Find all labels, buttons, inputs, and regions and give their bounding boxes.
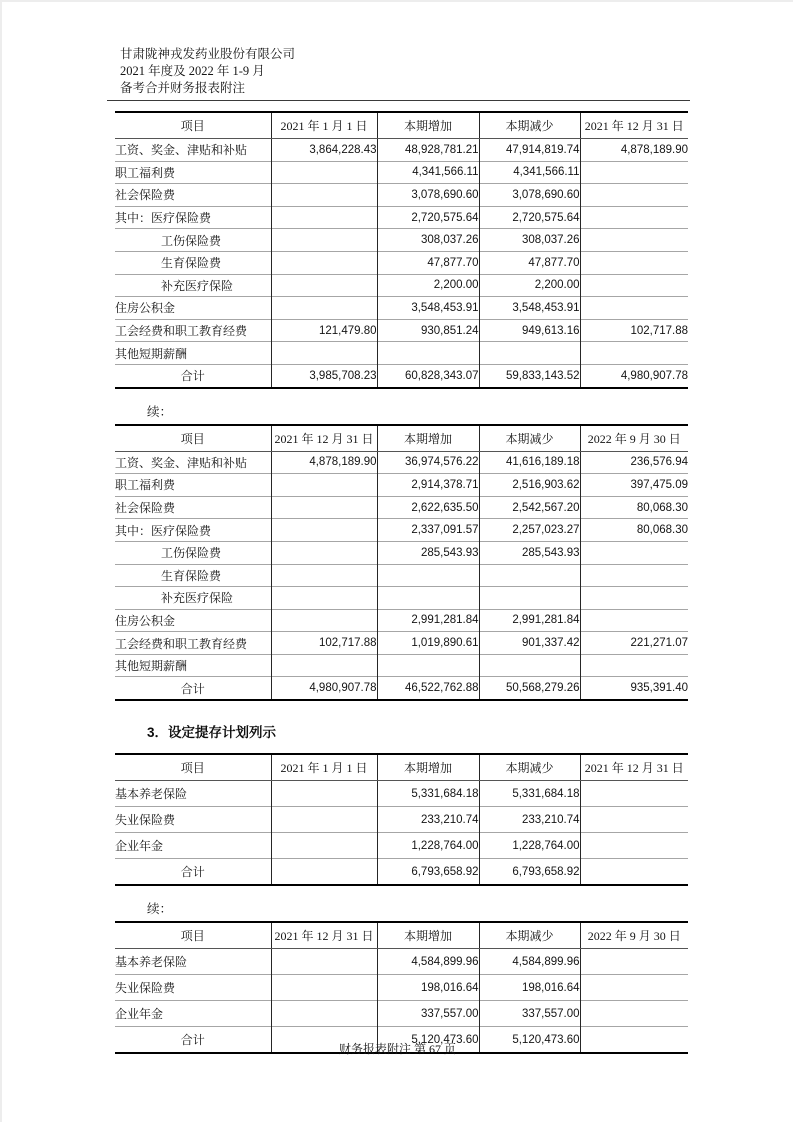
row-label: 住房公积金 (115, 609, 271, 632)
table-row (115, 274, 688, 297)
cell-value: 3,548,453.91 (479, 297, 580, 320)
cell-value: 949,613.16 (479, 319, 580, 342)
cell-value: 3,864,228.43 (271, 139, 377, 162)
row-label: 生育保险费 (115, 564, 271, 587)
cell-value (271, 541, 377, 564)
cell-value: 2,720,575.64 (479, 206, 580, 229)
header-row (115, 754, 688, 781)
table-row (115, 474, 688, 497)
cell-value (580, 251, 688, 274)
row-label: 基本养老保险 (115, 955, 188, 970)
row-label: 补充医疗保险 (115, 587, 271, 610)
table-row (115, 319, 688, 342)
cell-value: 102,717.88 (580, 319, 688, 342)
cell-value (580, 274, 688, 297)
column-header: 本期增加 (377, 112, 479, 139)
row-label: 其他短期薪酬 (115, 342, 271, 365)
cell-value (271, 949, 377, 975)
cell-value (271, 654, 377, 677)
section-heading: 3．设定提存计划列示 (147, 725, 277, 741)
cell-value: 80,068.30 (580, 496, 688, 519)
cell-value (271, 251, 377, 274)
cell-value (580, 949, 688, 975)
cell-value (271, 609, 377, 632)
cell-value: 2,200.00 (479, 274, 580, 297)
row-label: 工资、奖金、津贴和补贴 (115, 455, 248, 470)
header-row (115, 425, 688, 452)
cell-value: 3,548,453.91 (377, 297, 479, 320)
table-row (115, 364, 688, 387)
table-row (115, 161, 688, 184)
row-label: 工会经费和职工教育经费 (115, 319, 271, 342)
cell-value: 2,516,903.62 (479, 474, 580, 497)
cell-value: 102,717.88 (271, 632, 377, 655)
cell-value (580, 161, 688, 184)
cell-value (580, 1001, 688, 1027)
cell-value: 2,337,091.57 (377, 519, 479, 542)
cell-value: 5,120,473.60 (377, 1027, 479, 1054)
cell-value: 1,228,764.00 (377, 833, 479, 859)
row-label: 合计 (115, 859, 271, 886)
cell-value: 1,228,764.00 (479, 833, 580, 859)
cell-value: 2,200.00 (377, 274, 479, 297)
cell-value (271, 274, 377, 297)
cell-value: 80,068.30 (580, 519, 688, 542)
cell-value: 2,257,023.27 (479, 519, 580, 542)
row-label: 社会保险费 (115, 184, 271, 207)
column-header: 2022 年 9 月 30 日 (580, 922, 688, 949)
cell-value (271, 975, 377, 1001)
cell-value: 60,828,343.07 (377, 364, 479, 387)
cell-value (580, 229, 688, 252)
row-label: 失业保险费 (115, 807, 271, 833)
cell-value (479, 654, 580, 677)
row-label: 工伤保险费 (115, 541, 271, 564)
cell-value (479, 342, 580, 365)
table-row (115, 677, 688, 700)
cell-value (271, 161, 377, 184)
cell-value: 5,331,684.18 (377, 781, 479, 807)
cell-value (271, 297, 377, 320)
defined-contribution-table-2021 (115, 753, 688, 886)
table-row (115, 229, 688, 252)
cell-value: 4,584,899.96 (479, 949, 580, 975)
row-label: 其他短期薪酬 (115, 654, 271, 677)
cell-value: 48,928,781.21 (377, 139, 479, 162)
column-header: 2021 年 1 月 1 日 (271, 112, 377, 139)
cell-value: 3,985,708.23 (271, 364, 377, 387)
column-header: 2021 年 12 月 31 日 (580, 754, 688, 781)
table-row (115, 1001, 688, 1027)
cell-value: 236,576.94 (580, 451, 688, 474)
row-label: 社会保险费 (115, 496, 271, 519)
row-label: 其中：医疗保险费 (115, 206, 271, 229)
cell-value: 233,210.74 (377, 807, 479, 833)
row-label: 工资、奖金、津贴和补贴 (115, 143, 248, 158)
cell-value: 4,878,189.90 (271, 451, 377, 474)
page-footer: 财务报表附注 第 67 页 (338, 1042, 456, 1056)
table-row (115, 654, 688, 677)
row-label: 基本养老保险 (115, 787, 188, 802)
cell-value: 36,974,576.22 (377, 451, 479, 474)
row-label: 企业年金 (115, 833, 271, 859)
cell-value: 4,584,899.96 (377, 949, 479, 975)
cell-value: 6,793,658.92 (479, 859, 580, 886)
cell-value: 337,557.00 (479, 1001, 580, 1027)
cell-value: 3,078,690.60 (479, 184, 580, 207)
row-label: 合计 (115, 1027, 271, 1054)
cell-value: 198,016.64 (479, 975, 580, 1001)
cell-value: 2,991,281.84 (377, 609, 479, 632)
row-label: 住房公积金 (115, 297, 271, 320)
column-header: 2021 年 12 月 31 日 (580, 112, 688, 139)
cell-value: 308,037.26 (377, 229, 479, 252)
cell-value: 285,543.93 (377, 541, 479, 564)
row-label: 工伤保险费 (115, 229, 271, 252)
cell-value (580, 781, 688, 807)
table-row (115, 975, 688, 1001)
cell-value: 221,271.07 (580, 632, 688, 655)
cell-value (580, 184, 688, 207)
column-header: 2022 年 9 月 30 日 (580, 425, 688, 452)
cell-value: 308,037.26 (479, 229, 580, 252)
column-header: 本期减少 (479, 754, 580, 781)
cell-value (580, 833, 688, 859)
row-label: 生育保险费 (115, 251, 271, 274)
row-label: 合计 (115, 677, 271, 700)
table-row (115, 587, 688, 610)
table-row (115, 564, 688, 587)
table-row (115, 807, 688, 833)
cell-value: 2,914,378.71 (377, 474, 479, 497)
cell-value: 5,331,684.18 (479, 781, 580, 807)
cell-value (479, 564, 580, 587)
cell-value: 397,475.09 (580, 474, 688, 497)
cell-value (580, 587, 688, 610)
cell-value (377, 342, 479, 365)
cell-value: 2,720,575.64 (377, 206, 479, 229)
cell-value (271, 474, 377, 497)
table-row (115, 519, 688, 542)
cell-value (580, 541, 688, 564)
cell-value (580, 807, 688, 833)
short-term-compensation-table-2022 (115, 424, 688, 702)
table-row (115, 949, 688, 975)
cell-value: 47,914,819.74 (479, 139, 580, 162)
table-row (115, 251, 688, 274)
cell-value (271, 587, 377, 610)
cell-value: 47,877.70 (479, 251, 580, 274)
table-row (115, 184, 688, 207)
cell-value (580, 654, 688, 677)
cell-value: 285,543.93 (479, 541, 580, 564)
cell-value: 4,341,566.11 (377, 161, 479, 184)
column-header: 本期减少 (479, 112, 580, 139)
row-label: 合计 (115, 364, 271, 387)
cell-value: 233,210.74 (479, 807, 580, 833)
cell-value (271, 342, 377, 365)
cell-value: 930,851.24 (377, 319, 479, 342)
cell-value: 1,019,890.61 (377, 632, 479, 655)
cell-value: 59,833,143.52 (479, 364, 580, 387)
report-period: 2021 年度及 2022 年 1-9 月 (120, 64, 265, 78)
table-row (115, 541, 688, 564)
cell-value: 198,016.64 (377, 975, 479, 1001)
table-row (115, 609, 688, 632)
continued-label: 续： (147, 404, 173, 419)
cell-value: 4,341,566.11 (479, 161, 580, 184)
column-header: 本期减少 (479, 922, 580, 949)
table-row (115, 342, 688, 365)
cell-value (580, 342, 688, 365)
cell-value: 2,622,635.50 (377, 496, 479, 519)
cell-value: 5,120,473.60 (479, 1027, 580, 1054)
cell-value (271, 833, 377, 859)
table-row (115, 632, 688, 655)
cell-value (271, 184, 377, 207)
table-row (115, 833, 688, 859)
row-label: 企业年金 (115, 1001, 271, 1027)
defined-contribution-table-2022 (115, 921, 688, 1054)
page-content (115, 101, 688, 1054)
column-header: 本期减少 (479, 425, 580, 452)
header-row (115, 112, 688, 139)
company-name: 甘肃陇神戎发药业股份有限公司 (120, 47, 296, 61)
cell-value: 50,568,279.26 (479, 677, 580, 700)
cell-value: 3,078,690.60 (377, 184, 479, 207)
table-row (115, 496, 688, 519)
cell-value: 2,991,281.84 (479, 609, 580, 632)
short-term-compensation-table-2021 (115, 111, 688, 389)
row-label: 职工福利费 (115, 161, 271, 184)
cell-value: 4,980,907.78 (271, 677, 377, 700)
cell-value (271, 206, 377, 229)
cell-value (580, 297, 688, 320)
cell-value (580, 206, 688, 229)
cell-value (377, 564, 479, 587)
column-header: 2021 年 1 月 1 日 (271, 754, 377, 781)
column-header: 项目 (115, 922, 271, 949)
cell-value (580, 564, 688, 587)
cell-value: 6,793,658.92 (377, 859, 479, 886)
cell-value: 2,542,567.20 (479, 496, 580, 519)
row-label: 其中：医疗保险费 (115, 519, 271, 542)
table-row (115, 139, 688, 162)
cell-value (271, 564, 377, 587)
table-row (115, 206, 688, 229)
cell-value (377, 587, 479, 610)
cell-value: 121,479.80 (271, 319, 377, 342)
cell-value (580, 975, 688, 1001)
table-row (115, 859, 688, 886)
table-row (115, 781, 688, 807)
cell-value: 935,391.40 (580, 677, 688, 700)
cell-value (271, 859, 377, 886)
column-header: 本期增加 (377, 754, 479, 781)
column-header: 2021 年 12 月 31 日 (271, 425, 377, 452)
row-label: 补充医疗保险 (115, 274, 271, 297)
cell-value (271, 519, 377, 542)
cell-value (271, 229, 377, 252)
cell-value: 4,878,189.90 (580, 139, 688, 162)
cell-value (580, 859, 688, 886)
document-header (120, 46, 793, 97)
header-row (115, 922, 688, 949)
cell-value (271, 1001, 377, 1027)
cell-value: 41,616,189.18 (479, 451, 580, 474)
document-title: 备考合并财务报表附注 (120, 81, 246, 95)
table-row (115, 297, 688, 320)
cell-value (271, 807, 377, 833)
column-header: 2021 年 12 月 31 日 (271, 922, 377, 949)
row-label: 失业保险费 (115, 975, 271, 1001)
cell-value: 337,557.00 (377, 1001, 479, 1027)
row-label: 职工福利费 (115, 474, 271, 497)
column-header: 项目 (115, 112, 271, 139)
cell-value: 901,337.42 (479, 632, 580, 655)
cell-value: 4,980,907.78 (580, 364, 688, 387)
cell-value (271, 781, 377, 807)
column-header: 本期增加 (377, 425, 479, 452)
table-row (115, 451, 688, 474)
cell-value (271, 496, 377, 519)
column-header: 项目 (115, 425, 271, 452)
cell-value: 47,877.70 (377, 251, 479, 274)
cell-value: 46,522,762.88 (377, 677, 479, 700)
continued-label: 续： (147, 902, 173, 917)
column-header: 本期增加 (377, 922, 479, 949)
cell-value (580, 609, 688, 632)
column-header: 项目 (115, 754, 271, 781)
row-label: 工会经费和职工教育经费 (115, 632, 271, 655)
cell-value (377, 654, 479, 677)
cell-value (479, 587, 580, 610)
